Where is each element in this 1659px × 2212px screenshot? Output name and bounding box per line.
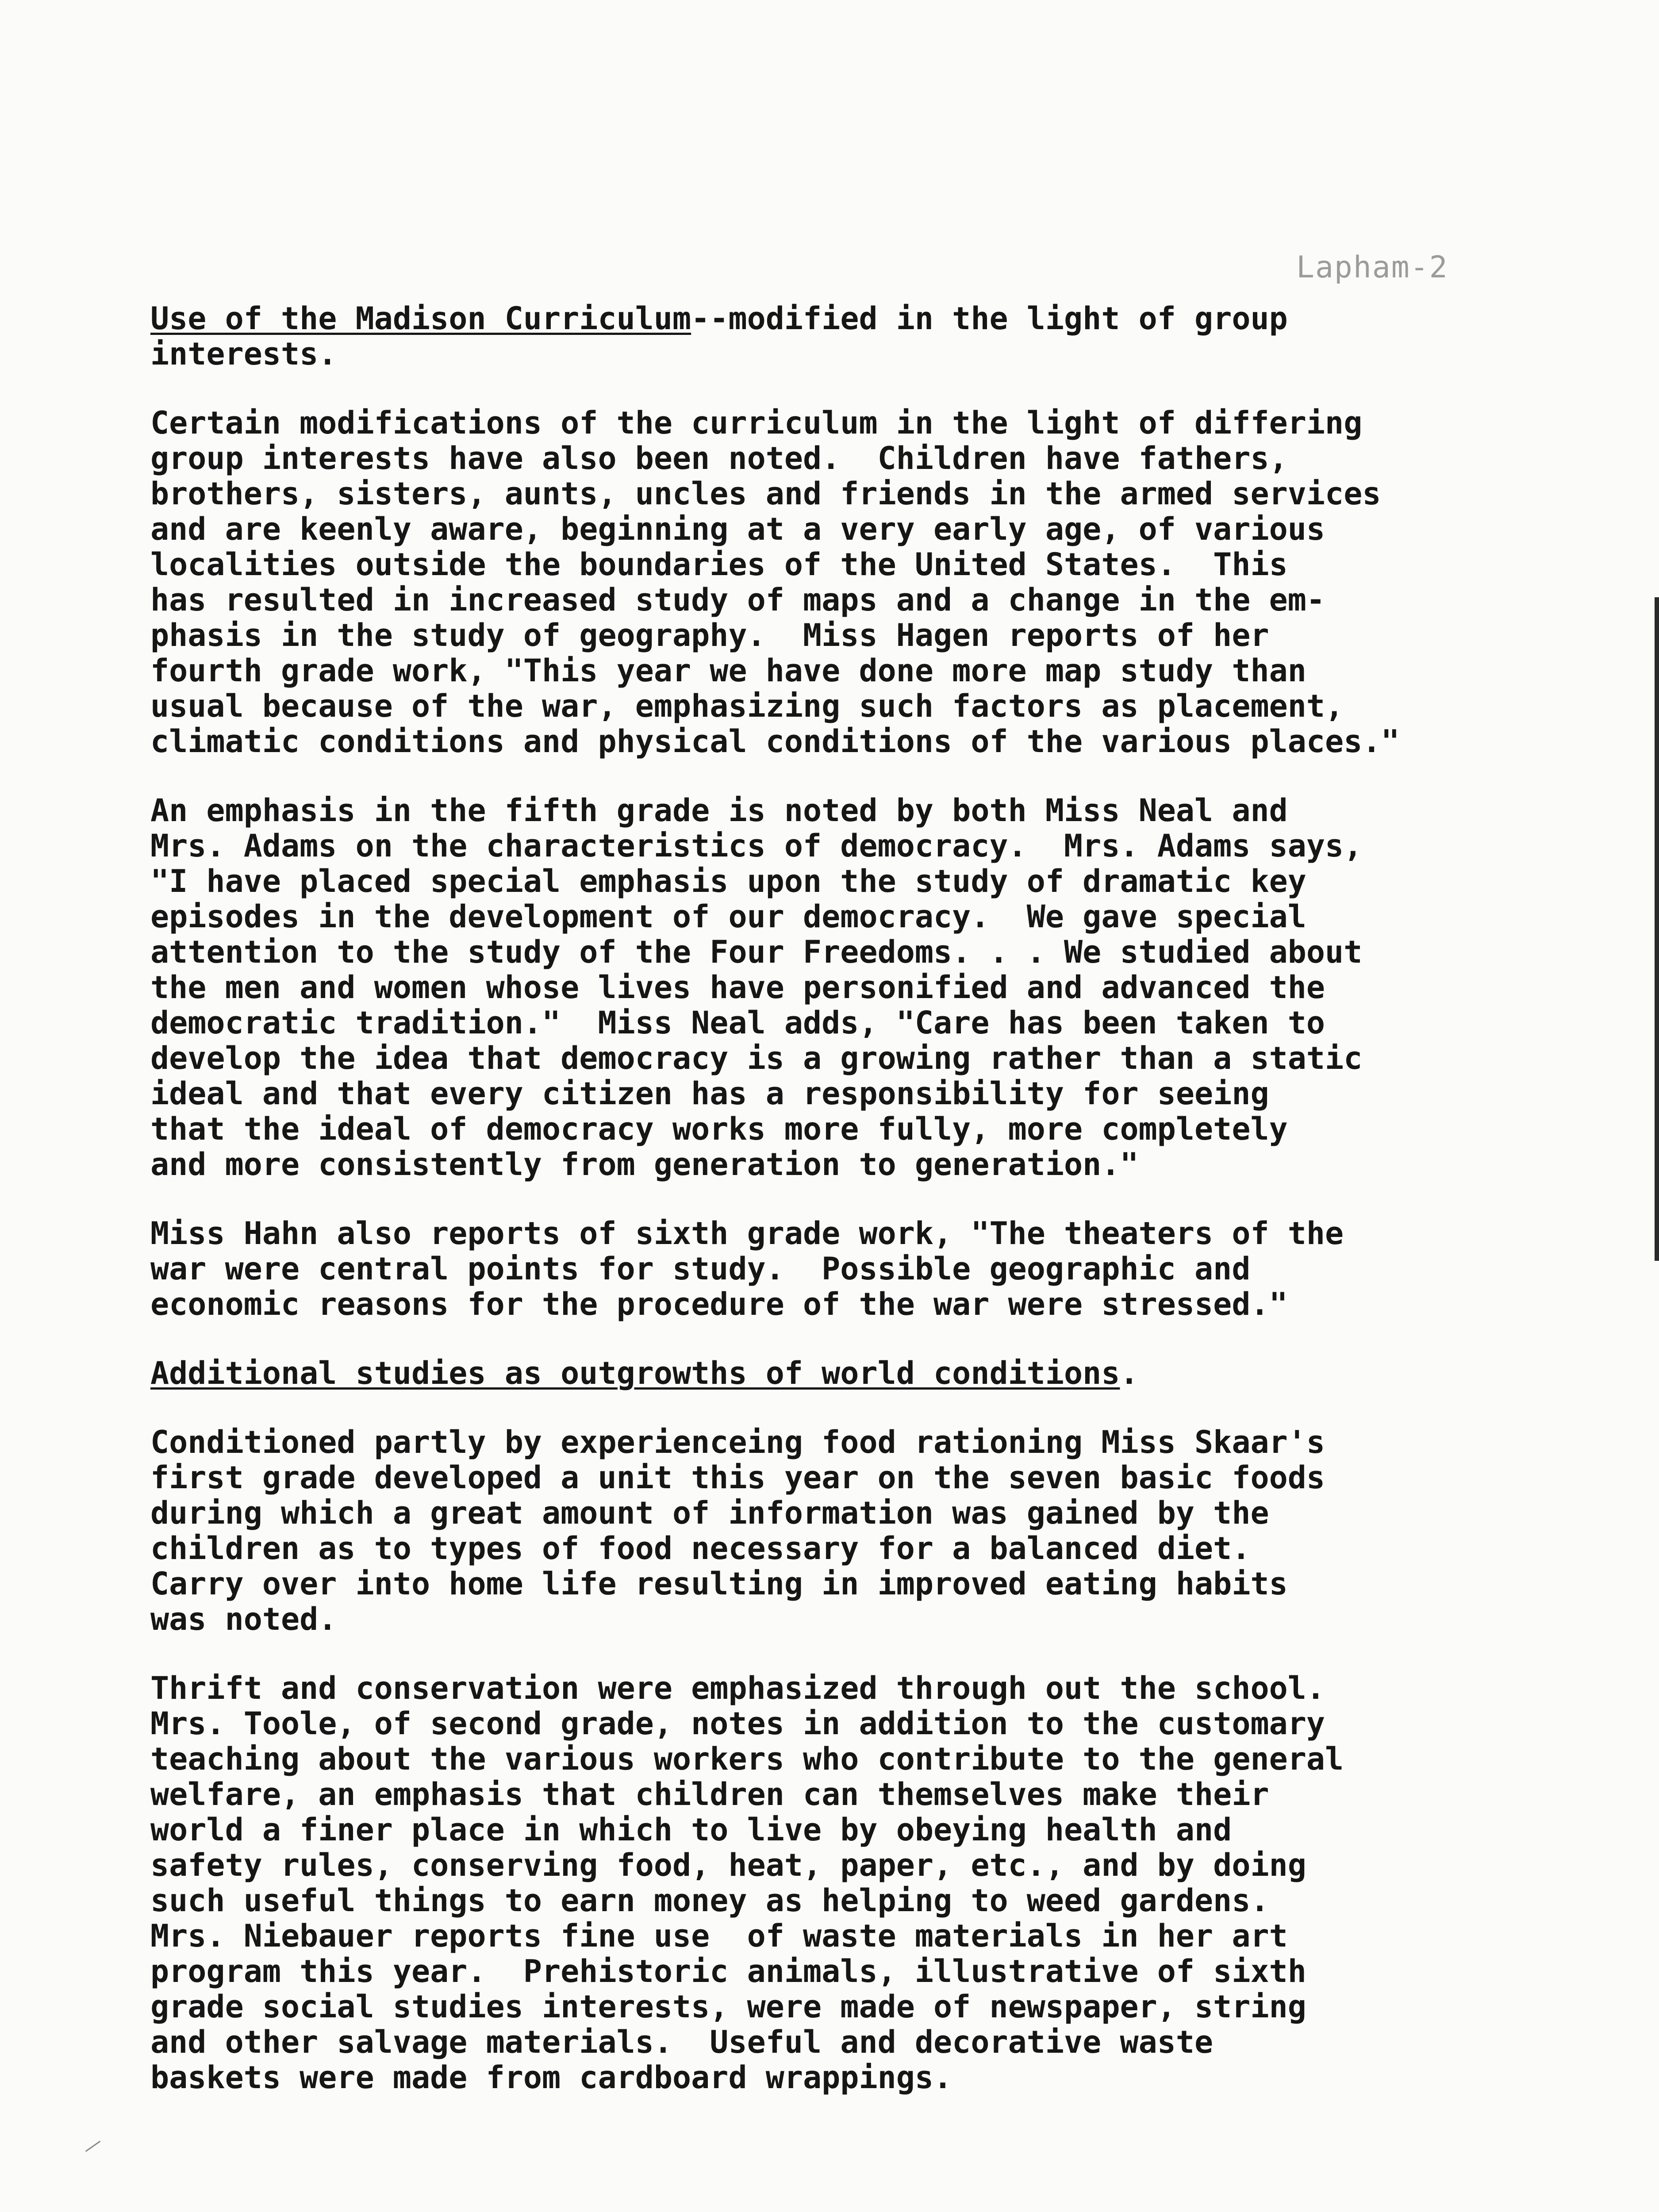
paragraph	[150, 1425, 1566, 1637]
text-line: and more consistently from generation to generation."	[150, 1146, 1139, 1183]
text-line: brothers, sisters, aunts, uncles and friends in the armed services	[150, 476, 1381, 512]
text-line: has resulted in increased study of maps and a change in the em-	[150, 582, 1325, 618]
paragraph	[150, 1216, 1566, 1322]
page-identifier: Lapham-2	[1296, 250, 1448, 285]
heading-underlined-text: Use of the Madison Curriculum	[150, 300, 691, 337]
text-line: economic reasons for the procedure of the war were stressed."	[150, 1286, 1288, 1322]
text-line: climatic conditions and physical conditions of the various places."	[150, 723, 1400, 760]
text-line: welfare, an emphasis that children can themselves make their	[150, 1776, 1269, 1813]
text-line: democratic tradition." Miss Neal adds, "Care has been taken to	[150, 1005, 1325, 1041]
text-line: the men and women whose lives have personified and advanced the	[150, 969, 1325, 1006]
paragraph	[150, 1671, 1566, 2095]
text-line: usual because of the war, emphasizing such factors as placement,	[150, 688, 1344, 724]
heading-underlined-text: Additional studies as outgrowths of world conditions	[150, 1355, 1120, 1391]
text-line: Conditioned partly by experienceing food rationing Miss Skaar's	[150, 1424, 1325, 1460]
text-line: war were central points for study. Possible geographic and	[150, 1251, 1251, 1287]
text-line: Thrift and conservation were emphasized through out the school.	[150, 1670, 1325, 1706]
text-line: episodes in the development of our democracy. We gave special	[150, 899, 1306, 935]
text-line: during which a great amount of information was gained by the	[150, 1495, 1269, 1531]
scan-edge-shadow	[1655, 597, 1659, 1261]
text-line: children as to types of food necessary for a balanced diet.	[150, 1530, 1251, 1567]
text-line: such useful things to earn money as helping to weed gardens.	[150, 1882, 1269, 1919]
text-line: Certain modifications of the curriculum in the light of differing	[150, 405, 1363, 441]
text-line: and are keenly aware, beginning at a very early age, of various	[150, 511, 1325, 547]
text-line: world a finer place in which to live by obeying health and	[150, 1812, 1232, 1848]
heading-continuation: interests.	[150, 336, 337, 372]
heading-rest-text: --modified in the light of group	[691, 300, 1288, 337]
section-heading	[150, 301, 1566, 336]
text-line: ideal and that every citizen has a responsibility for seeing	[150, 1075, 1269, 1112]
text-line: and other salvage materials. Useful and decorative waste	[150, 2024, 1214, 2060]
pencil-mark	[85, 2141, 100, 2152]
text-line: localities outside the boundaries of the United States. This	[150, 546, 1288, 583]
paragraph	[150, 793, 1566, 1182]
text-line: grade social studies interests, were made of newspaper, string	[150, 1989, 1306, 2025]
text-line: Carry over into home life resulting in improved eating habits	[150, 1566, 1288, 1602]
text-line: that the ideal of democracy works more fully, more completely	[150, 1111, 1288, 1147]
text-line: Mrs. Adams on the characteristics of democracy. Mrs. Adams says,	[150, 828, 1363, 864]
text-line: Mrs. Toole, of second grade, notes in addition to the customary	[150, 1705, 1325, 1742]
text-line: phasis in the study of geography. Miss Hagen reports of her	[150, 617, 1269, 653]
text-line: attention to the study of the Four Freedoms. . . We studied about	[150, 934, 1363, 970]
text-line: was noted.	[150, 1601, 337, 1637]
typewritten-text	[150, 301, 1566, 2095]
text-line: fourth grade work, "This year we have done more map study than	[150, 653, 1306, 689]
text-line: "I have placed special emphasis upon the study of dramatic key	[150, 863, 1306, 899]
text-line: teaching about the various workers who contribute to the general	[150, 1741, 1344, 1777]
paragraph	[150, 405, 1566, 759]
text-line: safety rules, conserving food, heat, paper, etc., and by doing	[150, 1847, 1306, 1883]
text-line: Miss Hahn also reports of sixth grade work, "The theaters of the	[150, 1215, 1344, 1252]
heading-rest-text: .	[1120, 1355, 1139, 1391]
text-line: first grade developed a unit this year on the seven basic foods	[150, 1459, 1325, 1496]
text-line: develop the idea that democracy is a growing rather than a static	[150, 1040, 1363, 1076]
section-heading	[150, 1356, 1566, 1391]
text-line: An emphasis in the fifth grade is noted by both Miss Neal and	[150, 792, 1288, 829]
text-line: Mrs. Niebauer reports fine use of waste materials in her art	[150, 1918, 1288, 1954]
text-line: baskets were made from cardboard wrappings.	[150, 2059, 952, 2096]
text-line: program this year. Prehistoric animals, illustrative of sixth	[150, 1953, 1306, 1989]
text-line: group interests have also been noted. Children have fathers,	[150, 440, 1288, 476]
